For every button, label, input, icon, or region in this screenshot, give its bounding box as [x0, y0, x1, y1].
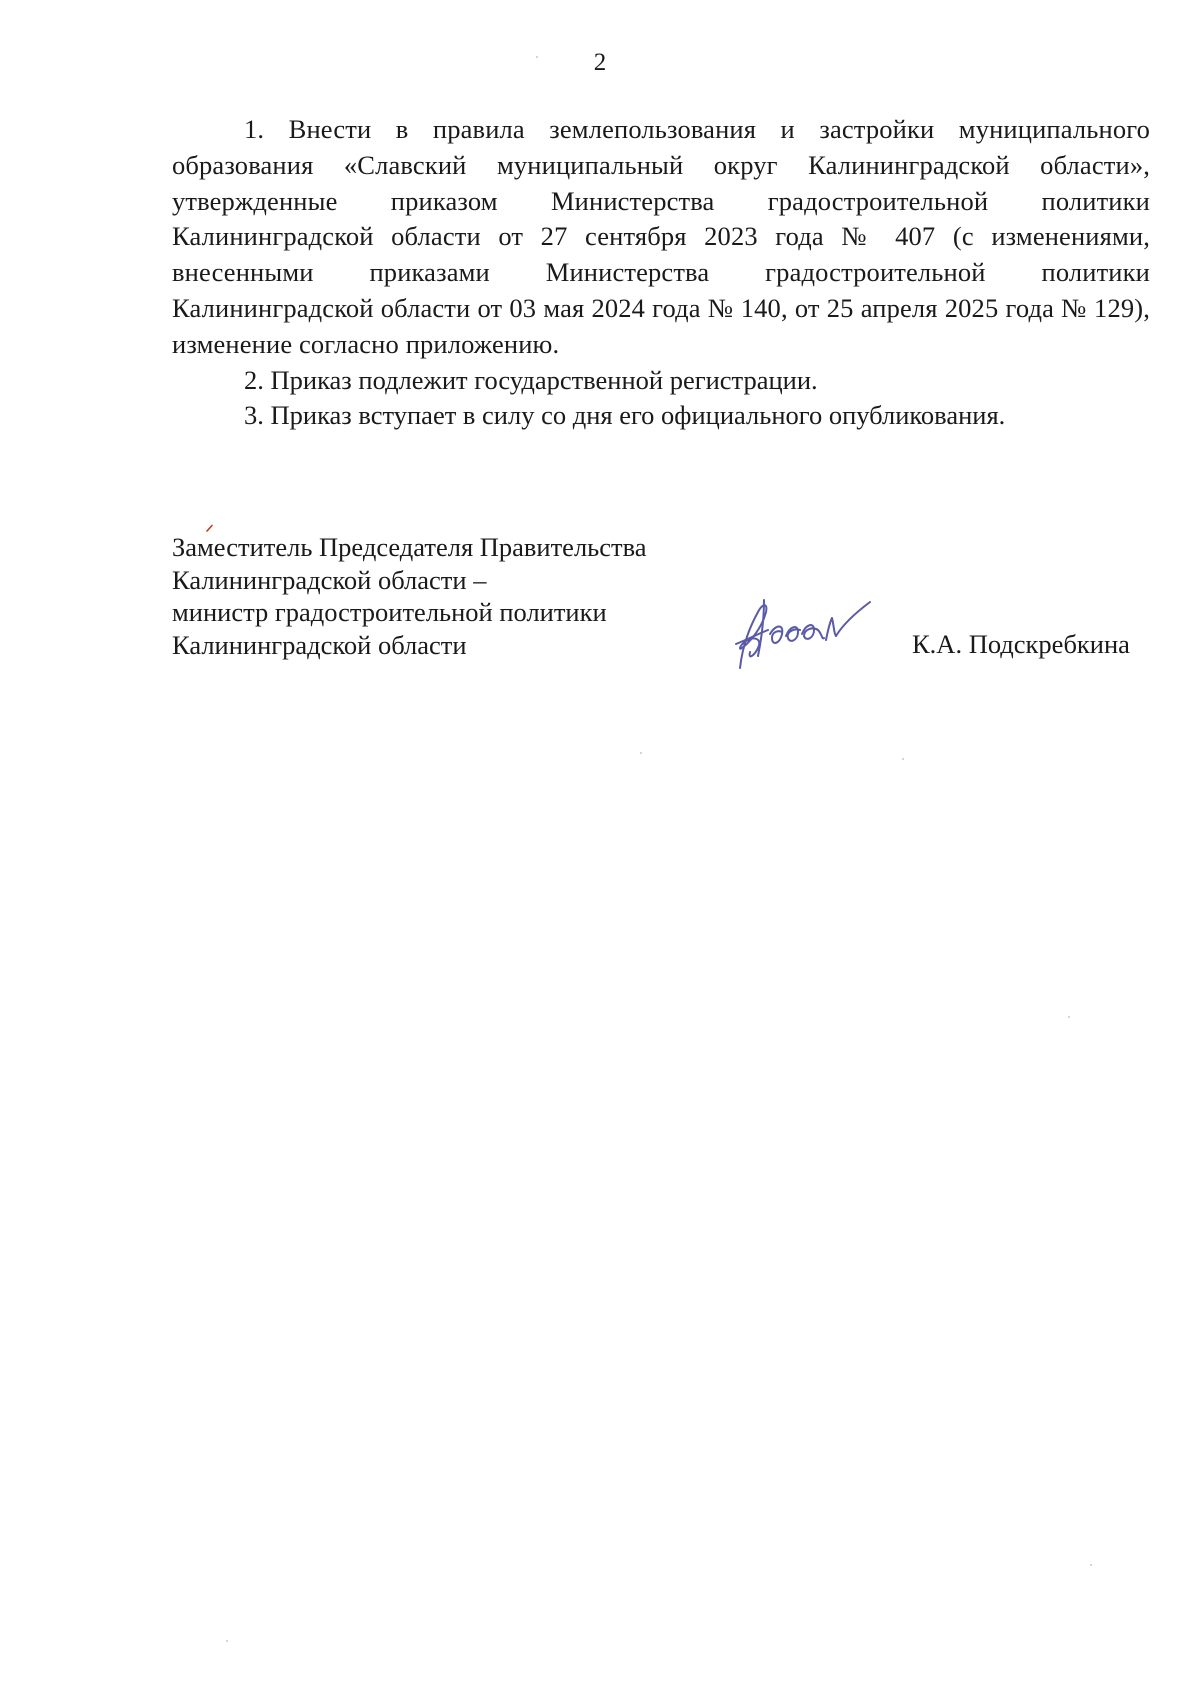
paragraph-item-3: 3. Приказ вступает в силу со дня его официального опубликования.	[244, 400, 1006, 431]
order-body	[172, 112, 1150, 434]
page-number: 2	[593, 49, 607, 76]
signatory-position	[172, 531, 692, 661]
scan-speck	[640, 752, 642, 754]
signer-name: К.А. Подскребкина	[912, 629, 1130, 659]
position-line-4: Калининградской области	[172, 629, 467, 660]
scan-speck	[536, 56, 538, 58]
paragraph-item-1: 1. Внести в правила землепользования и застройки муниципального образования «Славский муниципальный округ Калининградской области», утвержденные приказом Министерства градостроительной политики Калининградской области от 27 сентября 2023 года № 407 (с изменениями, внесенными приказами Министерства градостроительной политики Калининградской области от 03 мая 2024 года № 140, от 25 апреля 2025 года № 129), изменение согласно приложению.	[172, 114, 1150, 359]
scan-speck	[1090, 1564, 1092, 1566]
scan-speck	[226, 1640, 228, 1642]
handwritten-signature	[728, 590, 878, 680]
scan-speck	[1068, 1016, 1070, 1018]
position-line-2: Калининградской области –	[172, 564, 487, 595]
position-line-1: Заместитель Председателя Правительства	[172, 532, 647, 562]
scan-speck	[902, 758, 904, 760]
paragraph-item-2: 2. Приказ подлежит государственной регистрации.	[244, 364, 818, 395]
position-line-3: министр градостроительной политики	[172, 597, 607, 627]
